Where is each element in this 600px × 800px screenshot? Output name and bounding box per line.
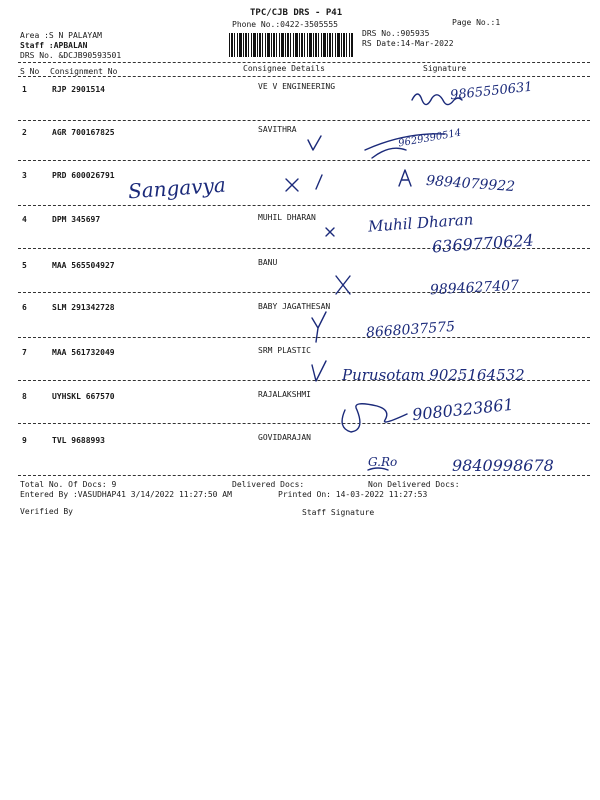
drs-date: RS Date:14-Mar-2022 — [362, 39, 454, 48]
row-consignee: SAVITHRA — [258, 125, 297, 134]
drs-number-right: DRS No.:905935 — [362, 29, 430, 38]
delivered-docs: Delivered Docs: — [232, 480, 305, 489]
row-sno: 2 — [22, 128, 27, 137]
area-label: Area :S N PALAYAM — [20, 31, 102, 40]
handwritten-name: G.Ro — [368, 455, 398, 469]
row-sno: 5 — [22, 261, 27, 270]
column-header-signature: Signature — [423, 64, 467, 73]
row-sno: 6 — [22, 303, 27, 312]
handwritten-phone: 9840998678 — [452, 456, 554, 475]
entered-by: Entered By :VASUDHAP41 3/14/2022 11:27:50 AM — [20, 490, 232, 499]
handwritten-phone: 6369770624 — [431, 230, 535, 257]
row-consignee: MUHIL DHARAN — [258, 213, 316, 222]
row-consignee: RAJALAKSHMI — [258, 390, 311, 399]
handwritten-signature: Purusotam 9025164532 — [342, 366, 525, 384]
column-header-consignment: Consignment No — [50, 67, 118, 76]
page-number: Page No.:1 — [452, 18, 501, 27]
non-delivered-docs: Non Delivered Docs: — [368, 480, 460, 489]
document-title: TPC/CJB DRS - P41 — [250, 8, 343, 18]
row-sno: 8 — [22, 392, 27, 401]
staff-signature: Staff Signature — [302, 508, 375, 517]
column-header-consignee: Consignee Details — [243, 64, 325, 73]
printed-on: Printed On: 14-03-2022 11:27:53 — [278, 490, 428, 499]
handwritten-phone: 9865550631 — [449, 79, 534, 104]
row-consignee: BANU — [258, 258, 278, 267]
drs-number-left: DRS No. &DCJB90593501 — [20, 51, 122, 60]
row-sno: 9 — [22, 436, 27, 445]
handwritten-phone: 9894627407 — [429, 277, 520, 299]
row-consignee: SRM PLASTIC — [258, 346, 311, 355]
row-sno: 3 — [22, 171, 27, 180]
handwritten-phone: 8668037575 — [365, 318, 456, 342]
row-consignment: PRD 600026791 — [52, 171, 115, 180]
handwritten-phone: 9894079922 — [425, 172, 516, 196]
row-consignment: MAA 561732049 — [52, 348, 115, 357]
handwritten-name: Muhil Dharan — [367, 210, 474, 236]
row-consignment: MAA 565504927 — [52, 261, 115, 270]
row-consignment: DPM 345697 — [52, 215, 101, 224]
column-header-sno: S No — [20, 67, 40, 76]
row-consignment: AGR 700167825 — [52, 128, 115, 137]
phone-number: Phone No.:0422-3505555 — [232, 20, 338, 29]
row-sno: 1 — [22, 85, 27, 94]
row-consignment: RJP 2901514 — [52, 85, 105, 94]
row-consignment: UYHSKL 667570 — [52, 392, 115, 401]
verified-by: Verified By — [20, 507, 73, 516]
handwritten-name: Sangavya — [127, 172, 227, 204]
staff-label: Staff :APBALAN — [20, 41, 88, 50]
total-docs: Total No. Of Docs: 9 — [20, 480, 117, 489]
row-consignee: VE V ENGINEERING — [258, 82, 336, 91]
row-consignment: TVL 9688993 — [52, 436, 105, 445]
row-consignee: GOVIDARAJAN — [258, 433, 311, 442]
row-consignment: SLM 291342728 — [52, 303, 115, 312]
row-sno: 4 — [22, 215, 27, 224]
handwritten-phone: 9629390514 — [397, 127, 463, 150]
row-consignee: BABY JAGATHESAN — [258, 302, 331, 311]
row-sno: 7 — [22, 348, 27, 357]
handwritten-phone: 9080323861 — [411, 394, 515, 425]
